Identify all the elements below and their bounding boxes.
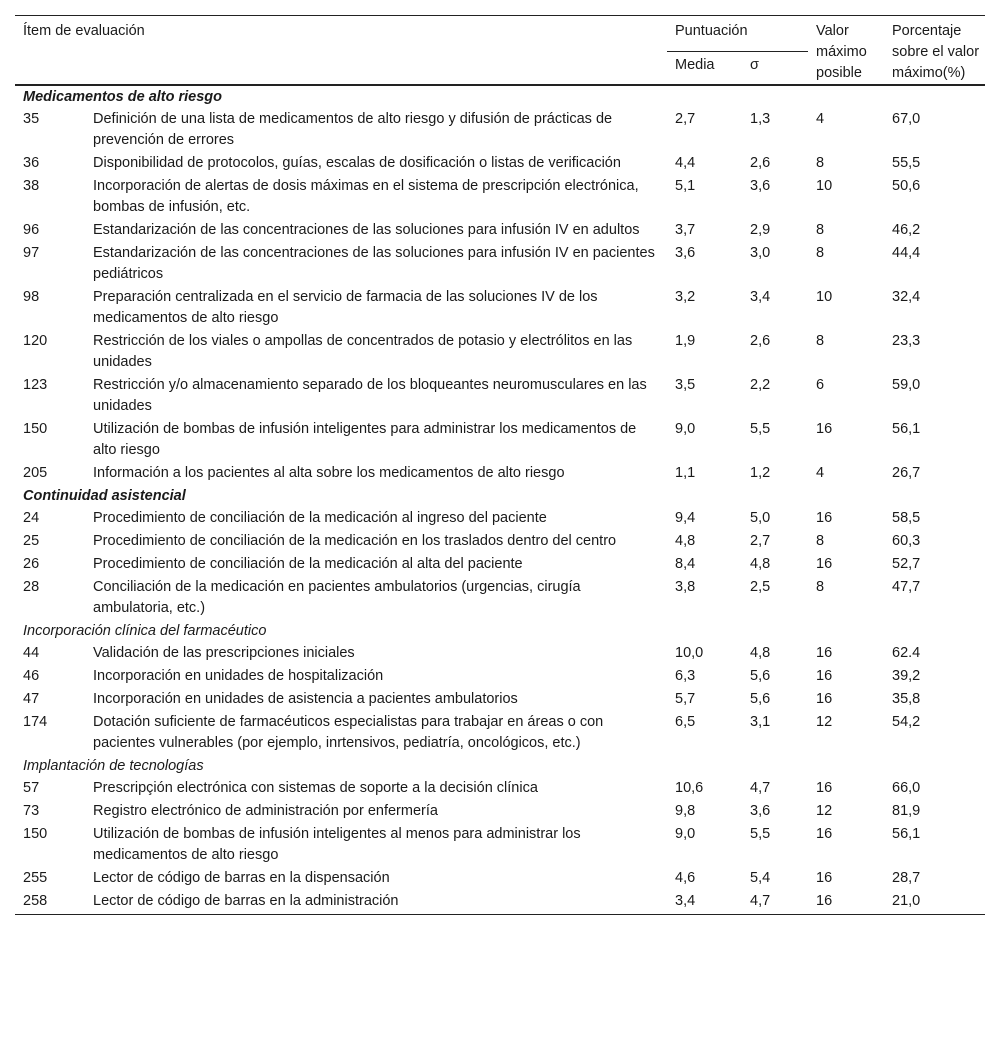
porcentaje-value: 21,0 — [884, 890, 985, 915]
porcentaje-value: 50,6 — [892, 178, 921, 194]
item-number: 25 — [23, 533, 40, 549]
section-header-row — [15, 485, 985, 507]
porcentaje-value: 81,9 — [892, 803, 921, 819]
porcentaje-value: 62.4 — [892, 645, 921, 661]
valor-maximo-value: 4 — [816, 111, 825, 127]
table-row — [15, 507, 985, 530]
sigma-value: 3,6 — [750, 803, 771, 819]
media-value: 2,7 — [675, 111, 696, 127]
media-value: 1,9 — [675, 333, 696, 349]
media-value: 4,6 — [675, 870, 696, 886]
item-number: 35 — [23, 111, 40, 127]
table-row — [15, 330, 985, 374]
item-number: 38 — [23, 178, 40, 194]
table-row — [15, 152, 985, 175]
sigma-value: 4,7 — [750, 780, 771, 796]
media-value: 9,8 — [675, 803, 696, 819]
table-row — [15, 175, 985, 219]
item-number: 47 — [23, 691, 40, 707]
valor-maximo-value: 12 — [816, 803, 833, 819]
table-row — [15, 530, 985, 553]
item-description: Procedimiento de conciliación de la medicación en los traslados dentro del centro — [93, 533, 617, 549]
section-header-row — [15, 85, 985, 108]
valor-maximo-value: 16 — [816, 668, 833, 684]
media-value: 9,4 — [675, 510, 696, 526]
table-row — [15, 462, 985, 485]
media-value: 10,0 — [675, 645, 704, 661]
section-title: Continuidad asistencial — [23, 488, 186, 504]
porcentaje-value: 59,0 — [892, 377, 921, 393]
sigma-value: 5,4 — [750, 870, 771, 886]
item-description: Definición de una lista de medicamentos de alto riesgo y difusión de prácticas de prevención de errores — [93, 111, 613, 148]
media-value: 3,8 — [675, 579, 696, 595]
porcentaje-value: 46,2 — [892, 222, 921, 238]
item-description: Incorporación en unidades de asistencia a pacientes ambulatorios — [93, 691, 518, 707]
table-row — [15, 890, 985, 915]
porcentaje-value: 32,4 — [892, 289, 921, 305]
section-title: Implantación de tecnologías — [23, 758, 204, 774]
sigma-value: 5,5 — [750, 421, 771, 437]
item-number: 73 — [23, 803, 40, 819]
item-number: 150 — [23, 826, 48, 842]
sigma-value: 4,8 — [750, 645, 771, 661]
table-row — [15, 108, 985, 152]
header-valor-maximo: Valor máximo posible — [808, 16, 884, 86]
porcentaje-value: 23,3 — [892, 333, 921, 349]
media-value: 4,8 — [675, 533, 696, 549]
table-row — [15, 286, 985, 330]
header-item: Ítem de evaluación — [15, 16, 667, 86]
item-number: 26 — [23, 556, 40, 572]
item-description: Estandarización de las concentraciones de las soluciones para infusión IV en adultos — [93, 222, 640, 238]
porcentaje-value: 56,1 — [892, 421, 921, 437]
section-header-row — [15, 755, 985, 777]
table-row — [15, 242, 985, 286]
sigma-value: 3,4 — [750, 289, 771, 305]
sigma-value: 2,5 — [750, 579, 771, 595]
table-row — [15, 576, 985, 620]
media-value: 3,6 — [675, 245, 696, 261]
item-number: 98 — [23, 289, 40, 305]
sigma-value: 3,1 — [750, 714, 771, 730]
sigma-value: 2,9 — [750, 222, 771, 238]
porcentaje-value: 58,5 — [892, 510, 921, 526]
media-value: 9,0 — [675, 421, 696, 437]
table-body — [15, 85, 985, 915]
porcentaje-value: 67,0 — [892, 111, 921, 127]
section-title: Medicamentos de alto riesgo — [23, 89, 223, 105]
media-value: 10,6 — [675, 780, 704, 796]
item-description: Incorporación de alertas de dosis máximas en el sistema de prescripción electrónica, bombas de infusión, etc. — [93, 178, 639, 215]
table-row — [15, 665, 985, 688]
item-description: Conciliación de la medicación en pacientes ambulatorios (urgencias, cirugía ambulatoria, etc.) — [93, 579, 581, 616]
section-title: Incorporación clínica del farmacéutico — [23, 623, 267, 639]
table-row — [15, 867, 985, 890]
item-number: 57 — [23, 780, 40, 796]
item-number: 46 — [23, 668, 40, 684]
item-description: Estandarización de las concentraciones de las soluciones para infusión IV en pacientes pediátricos — [93, 245, 655, 282]
item-number: 24 — [23, 510, 40, 526]
item-number: 123 — [23, 377, 48, 393]
valor-maximo-value: 10 — [816, 289, 833, 305]
media-value: 9,0 — [675, 826, 696, 842]
media-value: 3,4 — [667, 890, 742, 915]
item-number: 96 — [23, 222, 40, 238]
porcentaje-value: 35,8 — [892, 691, 921, 707]
item-description: Utilización de bombas de infusión inteligentes para administrar los medicamentos de alto riesgo — [93, 421, 637, 458]
porcentaje-value: 54,2 — [892, 714, 921, 730]
valor-maximo-value: 16 — [816, 691, 833, 707]
table-row — [15, 800, 985, 823]
valor-maximo-value: 8 — [816, 245, 825, 261]
media-value: 6,3 — [675, 668, 696, 684]
valor-maximo-value: 16 — [816, 556, 833, 572]
sigma-value: 1,2 — [750, 465, 771, 481]
valor-maximo-value: 16 — [816, 870, 833, 886]
sigma-value: 4,7 — [742, 890, 808, 915]
media-value: 5,1 — [675, 178, 696, 194]
table-row — [15, 418, 985, 462]
item-description: Prescripçión electrónica con sistemas de soporte a la decisión clínica — [93, 780, 538, 796]
porcentaje-value: 39,2 — [892, 668, 921, 684]
item-number: 36 — [23, 155, 40, 171]
table-row — [15, 553, 985, 576]
media-value: 1,1 — [675, 465, 696, 481]
porcentaje-value: 66,0 — [892, 780, 921, 796]
sigma-value: 5,6 — [750, 668, 771, 684]
valor-maximo-value: 16 — [816, 421, 833, 437]
sigma-value: 2,6 — [750, 333, 771, 349]
table-row — [15, 823, 985, 867]
header-porcentaje: Porcentaje sobre el valor máximo(%) — [884, 16, 985, 86]
item-description: Procedimiento de conciliación de la medicación al ingreso del paciente — [93, 510, 547, 526]
sigma-value: 2,6 — [750, 155, 771, 171]
valor-maximo-value: 10 — [816, 178, 833, 194]
media-value: 3,7 — [675, 222, 696, 238]
evaluation-table — [15, 15, 985, 915]
item-description: Incorporación en unidades de hospitalización — [93, 668, 384, 684]
item-number: 255 — [23, 870, 48, 886]
sigma-value: 5,5 — [750, 826, 771, 842]
porcentaje-value: 26,7 — [892, 465, 921, 481]
media-value: 4,4 — [675, 155, 696, 171]
item-number: 258 — [15, 890, 85, 915]
sigma-value: 2,2 — [750, 377, 771, 393]
porcentaje-value: 56,1 — [892, 826, 921, 842]
media-value: 5,7 — [675, 691, 696, 707]
valor-maximo-value: 8 — [816, 155, 825, 171]
item-description: Registro electrónico de administración por enfermería — [93, 803, 438, 819]
item-description: Preparación centralizada en el servicio de farmacia de las soluciones IV de los medicamentos de alto riesgo — [93, 289, 598, 326]
valor-maximo-value: 8 — [816, 579, 825, 595]
valor-maximo-value: 4 — [816, 465, 825, 481]
item-description: Lector de código de barras en la dispensación — [93, 870, 390, 886]
valor-maximo-value: 16 — [816, 645, 833, 661]
valor-maximo-value: 16 — [816, 780, 833, 796]
item-description: Información a los pacientes al alta sobre los medicamentos de alto riesgo — [93, 465, 565, 481]
item-number: 97 — [23, 245, 40, 261]
porcentaje-value: 47,7 — [892, 579, 921, 595]
item-number: 174 — [23, 714, 48, 730]
valor-maximo-value: 16 — [808, 890, 884, 915]
item-description: Restricción y/o almacenamiento separado de los bloqueantes neuromusculares en las unidades — [93, 377, 647, 414]
table-row — [15, 642, 985, 665]
item-number: 150 — [23, 421, 48, 437]
item-number: 205 — [23, 465, 48, 481]
media-value: 3,5 — [675, 377, 696, 393]
section-header-row — [15, 620, 985, 642]
sigma-value: 5,0 — [750, 510, 771, 526]
item-description: Restricción de los viales o ampollas de concentrados de potasio y electrólitos en las unidades — [93, 333, 633, 370]
sigma-value: 4,8 — [750, 556, 771, 572]
media-value: 3,2 — [675, 289, 696, 305]
valor-maximo-value: 8 — [816, 333, 825, 349]
table-row — [15, 777, 985, 800]
item-number: 28 — [23, 579, 40, 595]
valor-maximo-value: 16 — [816, 510, 833, 526]
porcentaje-value: 28,7 — [892, 870, 921, 886]
valor-maximo-value: 12 — [816, 714, 833, 730]
table-row — [15, 219, 985, 242]
sigma-value: 2,7 — [750, 533, 771, 549]
table-row — [15, 711, 985, 755]
valor-maximo-value: 16 — [816, 826, 833, 842]
evaluation-table-container — [15, 15, 985, 915]
header-puntuacion: Puntuación — [667, 16, 808, 52]
sigma-value: 1,3 — [750, 111, 771, 127]
item-description: Validación de las prescripciones iniciales — [93, 645, 355, 661]
media-value: 6,5 — [675, 714, 696, 730]
item-number: 44 — [23, 645, 40, 661]
porcentaje-value: 52,7 — [892, 556, 921, 572]
header-media: Media — [667, 51, 742, 85]
item-description: Lector de código de barras en la administración — [85, 890, 667, 915]
table-row — [15, 688, 985, 711]
table-row — [15, 374, 985, 418]
valor-maximo-value: 6 — [816, 377, 825, 393]
sigma-value: 3,0 — [750, 245, 771, 261]
porcentaje-value: 55,5 — [892, 155, 921, 171]
item-description: Disponibilidad de protocolos, guías, escalas de dosificación o listas de verificación — [93, 155, 621, 171]
valor-maximo-value: 8 — [816, 222, 825, 238]
sigma-value: 5,6 — [750, 691, 771, 707]
item-description: Dotación suficiente de farmacéuticos especialistas para trabajar en áreas o con pacientes vulnerables (por ejemplo, inrtensivos, pediatría, oncológicos, etc.) — [93, 714, 604, 751]
item-number: 120 — [23, 333, 48, 349]
table-header — [15, 16, 985, 86]
sigma-value: 3,6 — [750, 178, 771, 194]
media-value: 8,4 — [675, 556, 696, 572]
valor-maximo-value: 8 — [816, 533, 825, 549]
item-description: Utilización de bombas de infusión inteligentes al menos para administrar los medicamentos de alto riesgo — [93, 826, 581, 863]
item-description: Procedimiento de conciliación de la medicación al alta del paciente — [93, 556, 523, 572]
porcentaje-value: 44,4 — [892, 245, 921, 261]
header-sigma: σ — [742, 51, 808, 85]
porcentaje-value: 60,3 — [892, 533, 921, 549]
